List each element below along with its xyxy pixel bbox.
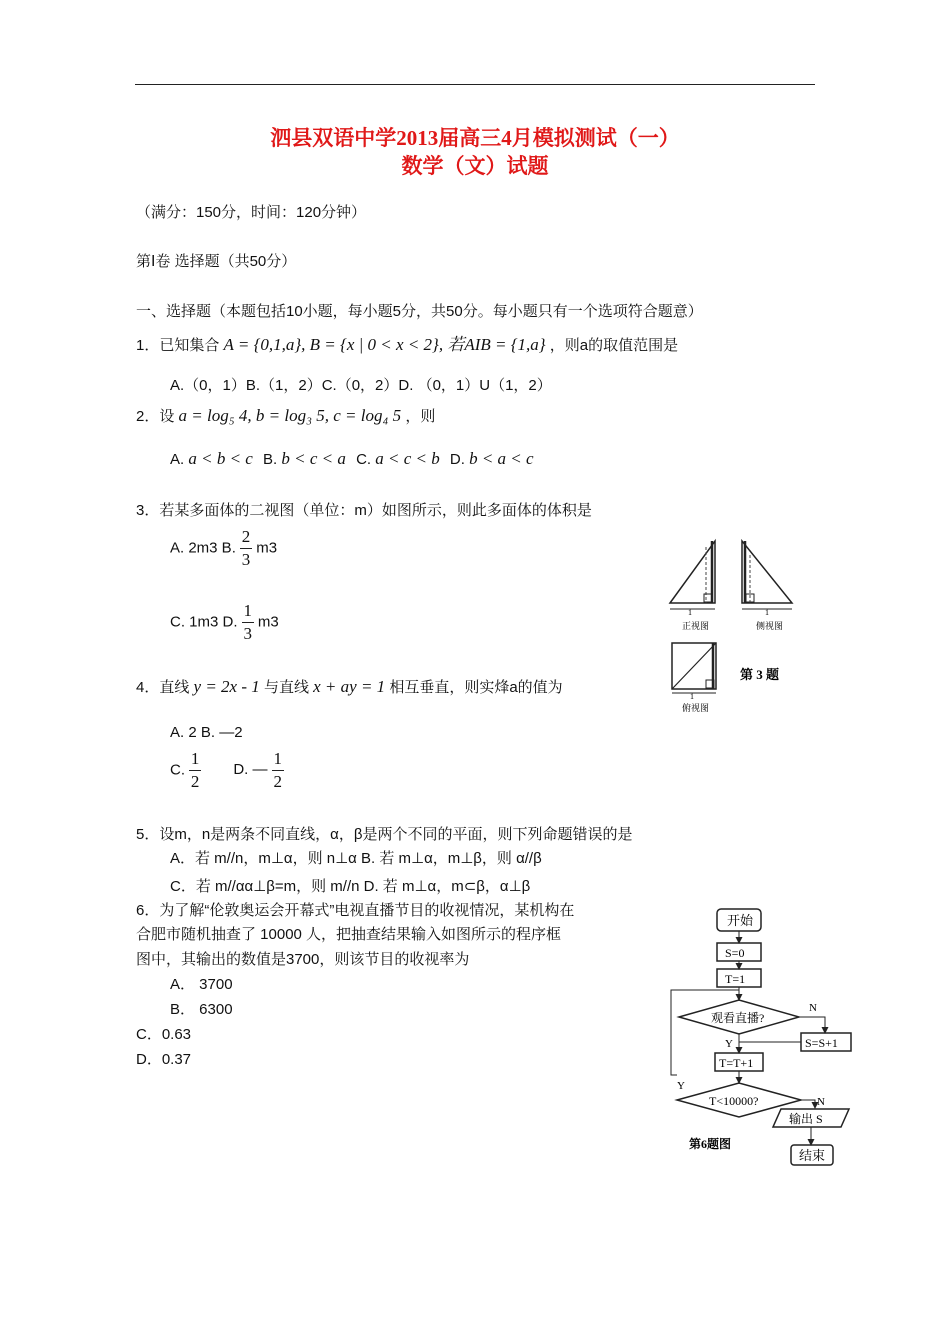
fraction-denominator: 3 [241,550,251,569]
q4-opt-d-label: D. — [233,761,268,779]
part-label: 第Ⅰ卷 选择题（共50分） [136,253,297,270]
q3-opt-a: A. 2m3 B. [170,539,236,557]
q2-opt-d-label: D. [449,451,465,468]
q4-options-cd [170,748,284,793]
q1-number: 1． [136,337,160,354]
q3-opt-b-unit: m3 [256,539,278,557]
exam-title: 泗县双语中学2013届高三4月模拟测试（一） [270,126,680,150]
flow-init-s: S=0 [725,946,745,960]
fraction-numerator: 1 [273,749,282,768]
q2-math: a = log₅ 4, b = log₃ 5, c = log₄ 5 [178,406,402,425]
question-4 [136,676,563,697]
q2-opt-c: a < c < b [375,449,440,468]
q3-figure-caption: 第 3 题 [740,667,780,682]
flow-inc-t: T=T+1 [719,1056,754,1070]
q2-options [170,449,534,469]
flow-start: 开始 [727,913,754,928]
flow-add-s: S=S+1 [805,1036,838,1050]
flow-end: 结束 [799,1148,826,1163]
flow-no-1: N [809,1002,817,1014]
q1-options: A.（0，1）B.（1，2）C.（0，2）D. （0，1）U（1，2） [170,377,552,394]
q6-line-3: 图中，其输出的数值是3700，则该节目的收视率为 [136,951,470,968]
flow-yes-1: Y [725,1038,733,1050]
fraction-numerator: 2 [241,527,251,546]
fraction-denominator: 3 [243,624,252,643]
q4-math-1: y = 2x - 1 [193,677,260,696]
q3-figure [660,535,810,715]
side-view [742,541,792,631]
q5-options-ab: A．若 m//n，m⊥α，则 n⊥α B. 若 m⊥α，m⊥β，则 α//β [170,850,542,867]
q4-number: 4． [136,679,160,696]
q6-number: 6． [136,902,160,919]
flow-decision-1-label: 观看直播? [711,1011,765,1025]
flow-init-t: T=1 [725,972,746,986]
flow-no-2: N [817,1096,825,1108]
front-dim: 1 [688,608,692,617]
q4-stem-suffix: 相互垂直，则实烽a的值为 [389,679,563,696]
q2-opt-a-label: A. [170,451,185,468]
q3-options-ab [170,526,277,571]
flow-decision-2-label: T<10000? [709,1094,759,1108]
q6-option-c: C．0.63 [136,1026,192,1043]
question-3 [136,499,592,520]
flow-yes-2: Y [677,1080,685,1092]
q2-stem-suffix: ，则 [405,408,436,425]
q2-opt-a: a < b < c [188,449,253,468]
front-view [670,541,715,631]
question-5 [136,823,632,844]
top-dim: 1 [690,692,694,701]
q2-opt-b: b < c < a [281,449,346,468]
question-6 [136,899,574,920]
top-view [672,643,779,713]
q1-stem-prefix: 已知集合 [159,337,220,354]
q3-opt-b-fraction [240,526,252,571]
fraction-numerator: 1 [190,749,200,768]
q4-opt-c-label: C. [170,761,185,779]
q1-math: A = {0,1,a}, B = {x | 0 < x < 2}, 若AIB = {1,a} [223,335,546,354]
top-view-label: 俯视图 [682,703,710,713]
flow-output: 输出 S [789,1112,823,1126]
fraction-denominator: 2 [273,772,282,791]
exam-info: （满分：150分，时间：120分钟） [136,204,367,221]
q2-stem-prefix: 设 [159,408,175,425]
q3-number: 3． [136,502,160,519]
q5-options-cd: C．若 m//αα⊥β=m，则 m//n D. 若 m⊥α，m⊂β，α⊥β [170,878,531,895]
q3-opt-d-unit: m3 [257,613,279,631]
q2-opt-c-label: C. [356,451,372,468]
q6-line-1: 为了解“伦敦奥运会开幕式”电视直播节目的收视情况，某机构在 [159,902,575,919]
question-1 [136,330,678,355]
fraction-denominator: 2 [190,772,200,791]
side-view-label: 侧视图 [756,621,784,631]
q2-opt-d: b < a < c [469,449,534,468]
header-rule [135,84,815,85]
q5-number: 5． [136,826,160,843]
q1-stem-suffix: ，则a的取值范围是 [549,337,679,354]
q6-option-a: A． 3700 [170,976,233,993]
q4-math-2: x + ay = 1 [313,677,386,696]
side-dim: 1 [765,608,769,617]
q4-stem-prefix: 直线 [159,679,190,696]
q5-stem: 设m，n是两条不同直线，α，β是两个不同的平面，则下列命题错误的是 [159,826,633,843]
q2-number: 2． [136,408,160,425]
section-heading: 一、选择题（本题包括10小题，每小题5分，共50分。每小题只有一个选项符合题意） [136,303,703,320]
q4-stem-mid: 与直线 [263,679,309,696]
q6-option-d: D．0.37 [136,1051,192,1068]
q3-opt-c: C. 1m3 D. [170,613,238,631]
q4-opt-d-fraction [272,748,284,793]
q4-options-ab: A. 2 B. —2 [170,724,243,741]
q3-stem: 若某多面体的二视图（单位：m）如图所示，则此多面体的体积是 [159,502,592,519]
q6-option-b: B． 6300 [170,1001,233,1018]
question-2 [136,405,435,426]
q4-opt-c-fraction [189,748,201,793]
exam-subtitle: 数学（文）试题 [401,154,549,178]
q6-flowchart [665,905,855,1170]
q2-opt-b-label: B. [263,451,278,468]
q6-line-2: 合肥市随机抽查了 10000 人，把抽查结果输入如图所示的程序框 [136,926,562,943]
q3-opt-d-fraction [242,600,254,645]
front-view-label: 正视图 [682,621,710,631]
flow-caption: 第6题图 [689,1137,732,1151]
q3-options-cd [170,600,279,645]
fraction-numerator: 1 [243,601,252,620]
